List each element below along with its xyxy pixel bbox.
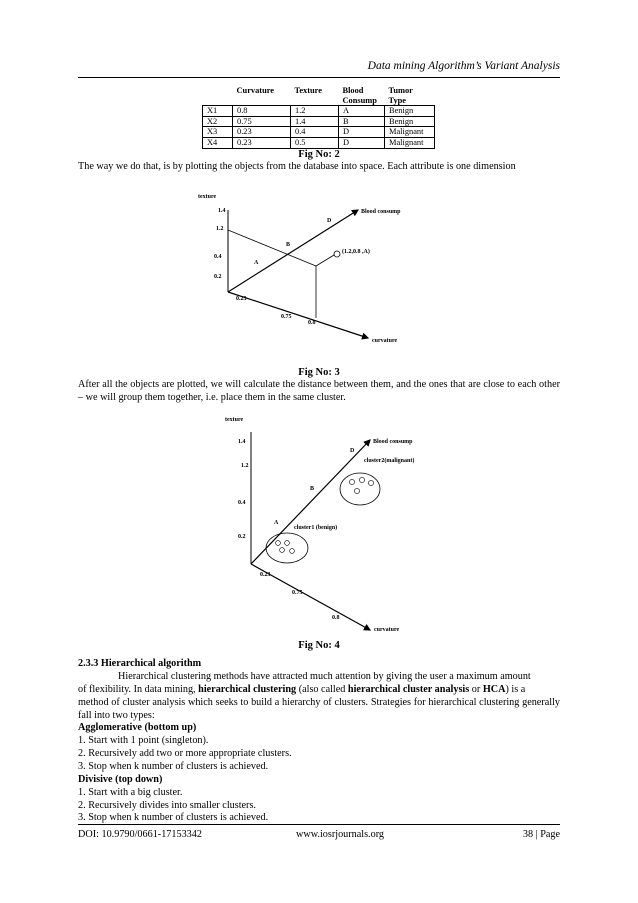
z-tick-label: A xyxy=(274,520,279,526)
table-cell: Benign xyxy=(385,106,435,117)
footer-page-number: 38 | Page xyxy=(522,829,560,840)
point-icon xyxy=(368,480,373,485)
table-cell: D xyxy=(339,127,385,138)
footer-doi: DOI: 10.9790/0661-17153342 xyxy=(78,829,202,840)
table-cell: Benign xyxy=(385,116,435,127)
table-cell: 1.2 xyxy=(291,106,339,117)
table-row xyxy=(203,137,435,148)
z-axis-label: Blood consump xyxy=(373,439,413,445)
table-cell: X3 xyxy=(203,127,233,138)
cluster2-label: cluster2(malignant) xyxy=(364,458,415,464)
attribute-table xyxy=(202,86,435,149)
y-axis-label: texture xyxy=(225,417,244,423)
point-icon xyxy=(290,549,295,554)
table-cell: Malignant xyxy=(385,127,435,138)
section-paragraph-line: Hierarchical clustering methods have attracted much attention by giving the user a maximum amount xyxy=(118,671,531,682)
table-header-cell: Texture xyxy=(294,86,322,95)
x-tick-label: 0.75 xyxy=(281,314,292,320)
term-hca-long: hierarchical cluster analysis xyxy=(347,684,470,695)
y-tick-label: 1.4 xyxy=(238,439,246,445)
running-header: Data mining Algorithm’s Variant Analysis xyxy=(367,60,560,72)
table-header-cell xyxy=(203,86,233,106)
x-tick-label: 0.8 xyxy=(308,320,316,326)
projection-line xyxy=(316,255,334,266)
y-tick-label: 1.2 xyxy=(216,226,224,232)
x-axis-label: curvature xyxy=(372,338,398,344)
fig3-caption: Fig No: 3 xyxy=(298,367,340,378)
point-icon xyxy=(280,548,285,553)
fig3-diagram xyxy=(190,190,420,350)
z-tick-label: A xyxy=(254,260,259,266)
table-row xyxy=(203,127,435,138)
z-tick-label: D xyxy=(327,218,332,224)
x-tick-label: 0.8 xyxy=(332,615,340,621)
section-paragraph-line xyxy=(78,684,560,697)
fig2-caption: Fig No: 2 xyxy=(298,149,340,160)
point-label: (1.2,0.8 ,A) xyxy=(342,249,370,255)
x-tick-label: 0.23 xyxy=(236,296,247,302)
point-icon xyxy=(285,541,290,546)
table-cell: 0.4 xyxy=(291,127,339,138)
table-header-cell: Tumor Type xyxy=(388,86,413,105)
point-icon xyxy=(276,541,281,546)
table-cell: B xyxy=(339,116,385,127)
cluster2-ellipse xyxy=(340,473,380,505)
table-header-cell: Blood Consump xyxy=(342,86,377,105)
point-icon xyxy=(354,488,359,493)
agglomerative-heading: Agglomerative (bottom up) xyxy=(78,722,197,733)
table-cell: A xyxy=(339,106,385,117)
table-cell: X4 xyxy=(203,137,233,148)
x-tick-label: 0.23 xyxy=(260,572,271,578)
x-axis-line xyxy=(228,292,368,338)
data-point-icon xyxy=(334,251,340,257)
point-icon xyxy=(349,479,354,484)
list-item: 3. Stop when k number of clusters is achieved. xyxy=(78,812,269,823)
cluster1-label: cluster1 (benign) xyxy=(294,525,338,531)
projection-line xyxy=(228,230,316,266)
text-run: of flexibility. In data mining, xyxy=(78,684,199,695)
y-tick-label: 0.2 xyxy=(214,274,222,280)
table-cell: 0.23 xyxy=(233,137,291,148)
fig4-caption: Fig No: 4 xyxy=(298,640,340,651)
y-tick-label: 0.2 xyxy=(238,534,246,540)
list-item: 1. Start with a big cluster. xyxy=(78,787,183,798)
footer-site: www.iosrjournals.org xyxy=(296,829,385,840)
paragraph-distance: After all the objects are plotted, we will calculate the distance between them, and the ones that are close to each other – we will group them together, i.e. place them in the same cluster. xyxy=(78,379,560,403)
table-header-cell: Curvature xyxy=(236,86,275,95)
footer-rule xyxy=(78,824,560,825)
text-run: or xyxy=(469,684,483,695)
section-heading: 2.3.3 Hierarchical algorithm xyxy=(78,658,202,669)
term-hca: HCA xyxy=(482,684,506,695)
header-rule xyxy=(78,77,560,78)
x-axis-label: curvature xyxy=(374,627,400,633)
y-axis-label: texture xyxy=(198,194,217,200)
cluster1-ellipse xyxy=(266,533,308,563)
y-tick-label: 1.4 xyxy=(218,208,226,214)
list-item: 2. Recursively add two or more appropriate clusters. xyxy=(78,748,292,759)
point-icon xyxy=(359,477,364,482)
text-run: (also called xyxy=(296,684,348,695)
table-cell: D xyxy=(339,137,385,148)
z-axis-line xyxy=(251,440,370,564)
z-axis-label: Blood consump xyxy=(361,209,401,215)
fig4-diagram xyxy=(220,412,430,637)
paragraph-plotting: The way we do that, is by plotting the objects from the database into space. Each attribute is one dimension xyxy=(78,161,516,172)
z-tick-label: D xyxy=(350,448,355,454)
list-item: 1. Start with 1 point (singleton). xyxy=(78,735,209,746)
table-cell: 0.5 xyxy=(291,137,339,148)
table-cell: 0.23 xyxy=(233,127,291,138)
table-cell: 1.4 xyxy=(291,116,339,127)
table-cell: X1 xyxy=(203,106,233,117)
z-tick-label: B xyxy=(310,486,315,492)
list-item: 2. Recursively divides into smaller clusters. xyxy=(78,800,256,811)
text-run: ) is a xyxy=(505,684,526,695)
y-tick-label: 0.4 xyxy=(238,500,246,506)
x-tick-label: 0.75 xyxy=(292,590,303,596)
y-tick-label: 1.2 xyxy=(241,463,249,469)
table-header-row xyxy=(203,86,435,106)
list-item: 3. Stop when k number of clusters is achieved. xyxy=(78,761,269,772)
divisive-heading: Divisive (top down) xyxy=(78,774,163,785)
section-paragraph: method of cluster analysis which seeks to build a hierarchy of clusters. Strategies for hierarchical clustering generally fall into two types: xyxy=(78,697,560,721)
z-tick-label: B xyxy=(286,242,291,248)
table-row xyxy=(203,116,435,127)
term-hierarchical-clustering: hierarchical clustering xyxy=(198,684,297,695)
table-cell: 0.8 xyxy=(233,106,291,117)
y-tick-label: 0.4 xyxy=(214,254,222,260)
table-cell: X2 xyxy=(203,116,233,127)
table-cell: Malignant xyxy=(385,137,435,148)
table-cell: 0.75 xyxy=(233,116,291,127)
table-row xyxy=(203,106,435,117)
